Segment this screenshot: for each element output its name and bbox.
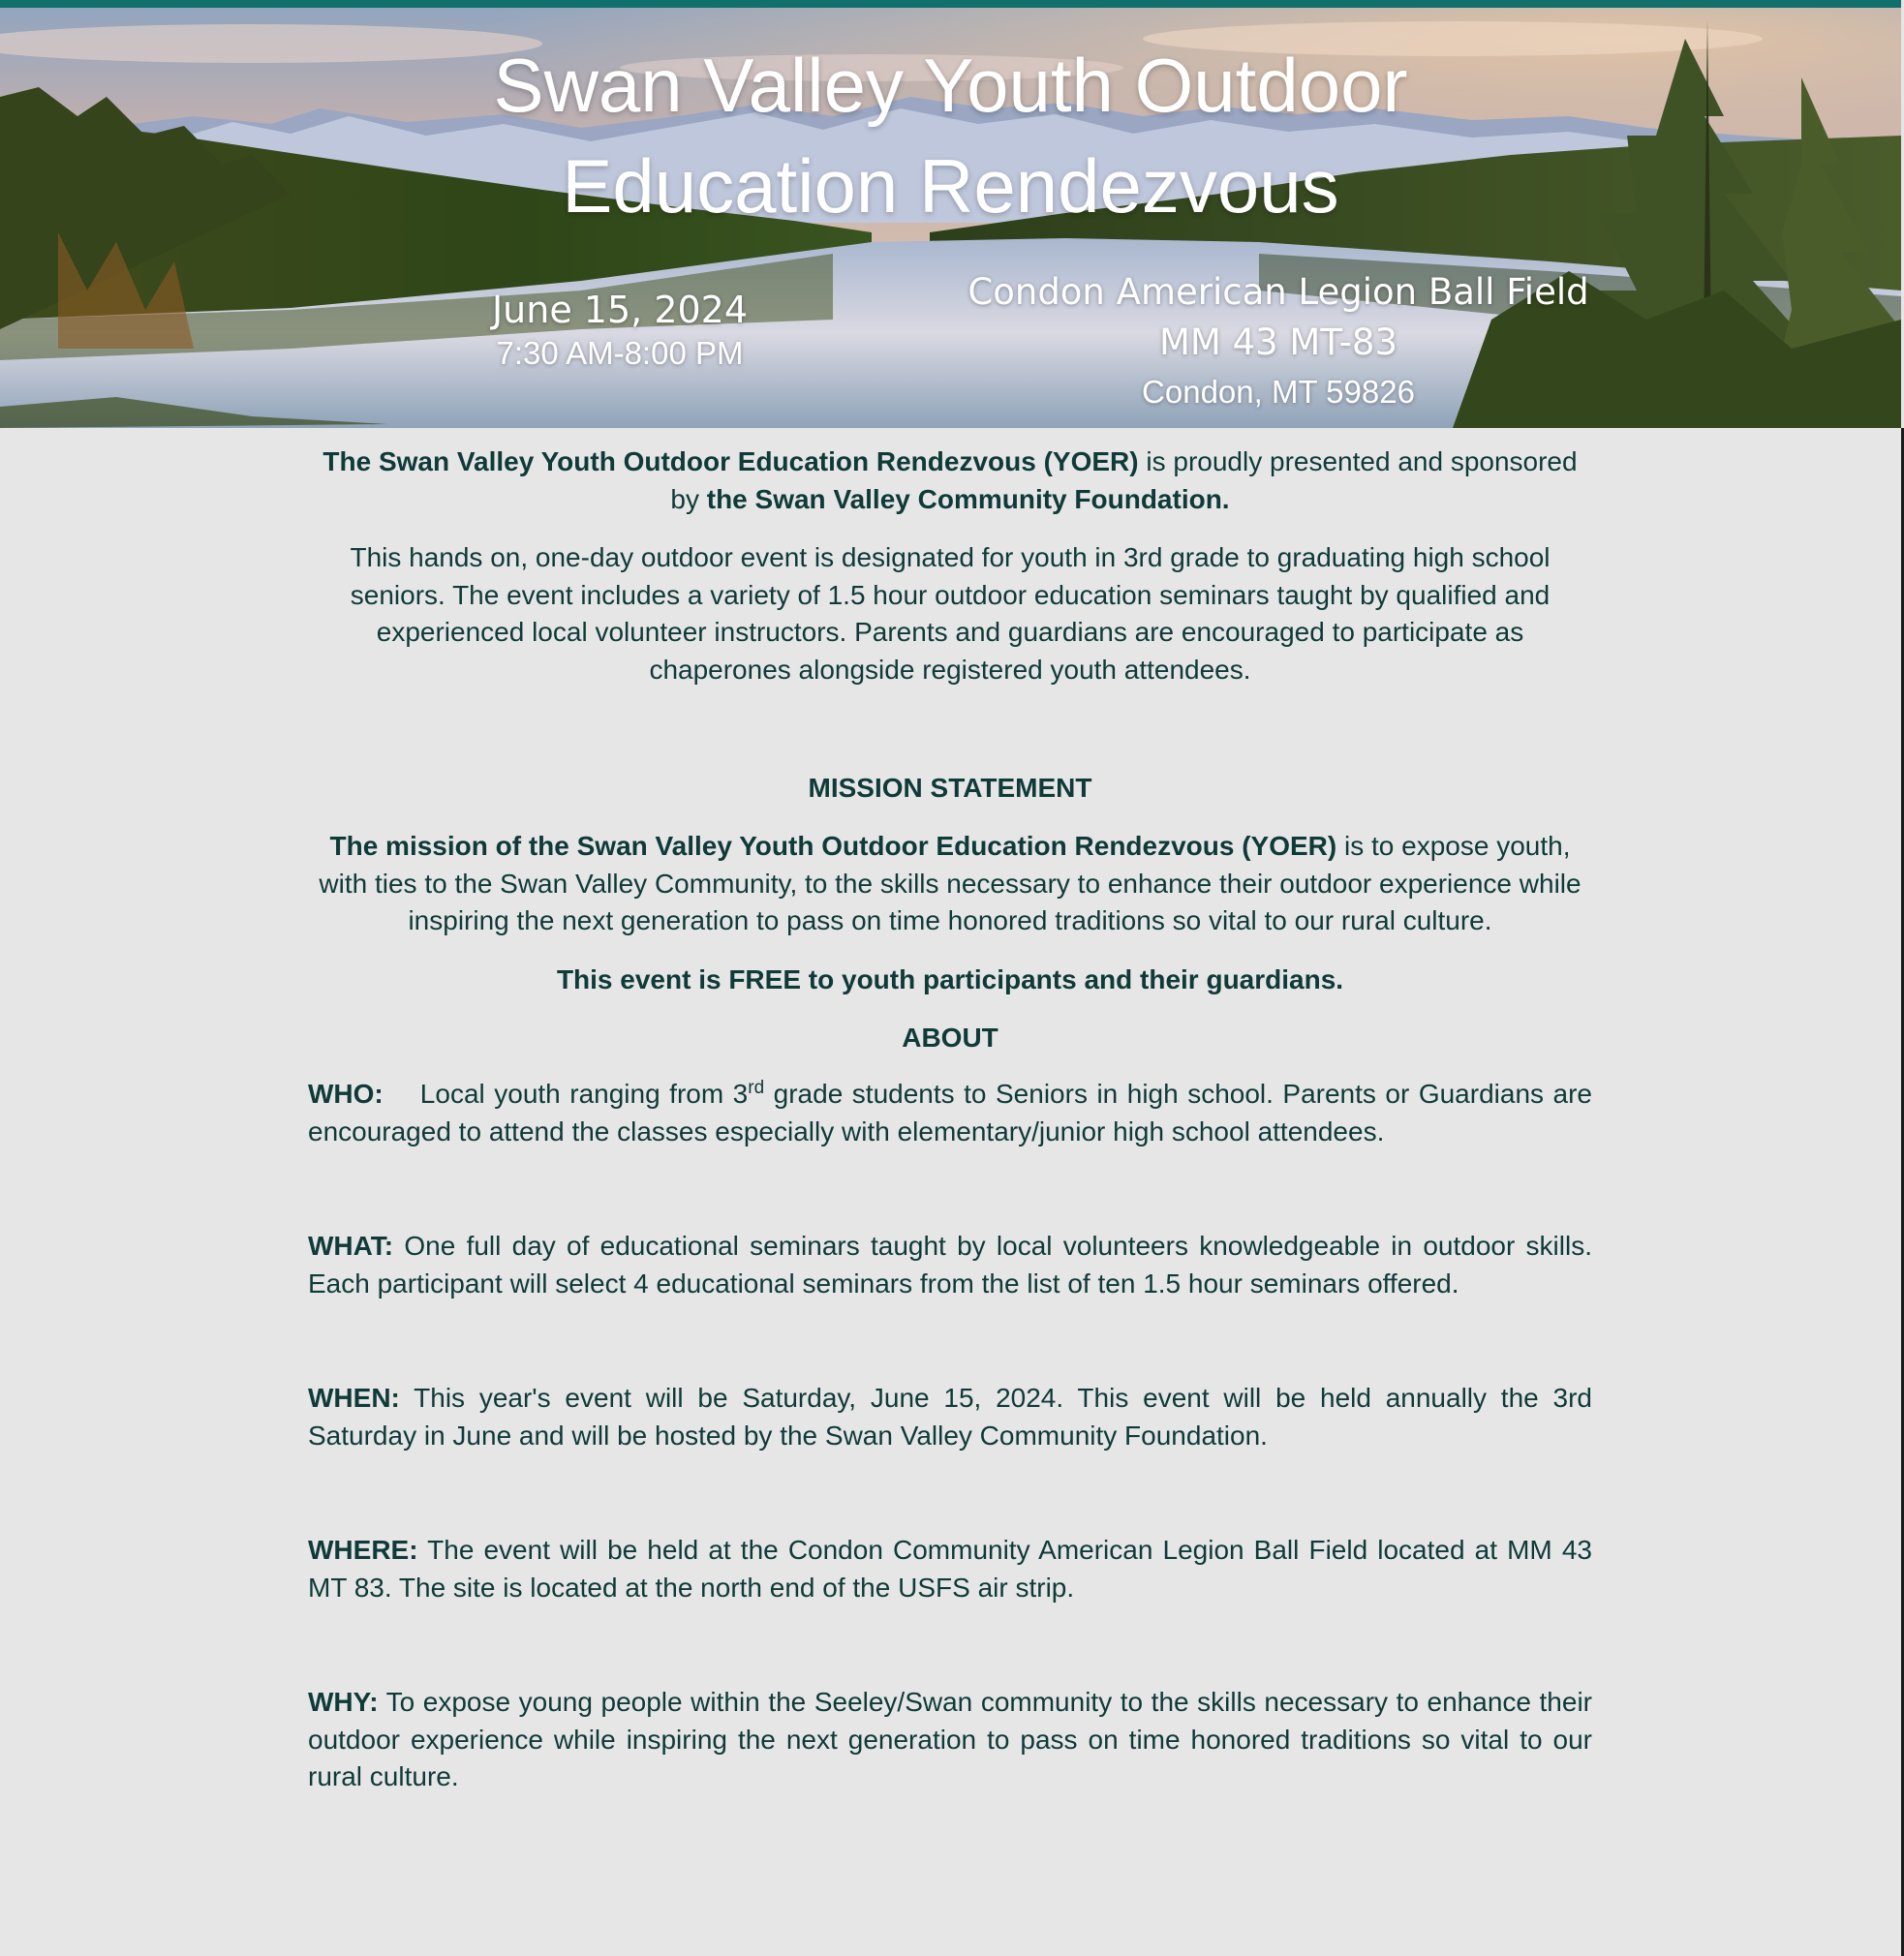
who-ordinal-sup: rd [748,1078,765,1098]
about-why-paragraph [308,1684,1592,1796]
event-mile-marker: MM 43 MT-83 [1158,321,1397,363]
yoer-name-bold: The Swan Valley Youth Outdoor Education Rendezvous (YOER) [322,446,1139,476]
who-text-a: Local youth ranging from 3 [383,1079,749,1109]
sponsor-name-bold: the Swan Valley Community Foundation. [706,483,1230,514]
main-content [308,443,1592,1796]
mission-lead-bold: The mission of the Swan Valley Youth Outdoor Education Rendezvous (YOER) [329,831,1337,861]
who-label: WHO: [308,1079,384,1109]
about-when-paragraph [308,1380,1592,1454]
what-text: One full day of educational seminars taught by local volunteers knowledgeable in outdoor skills. Each participant will select 4 educational seminars from the list of ten 1.5 hour seminars offered. [308,1231,1592,1299]
hero-title-line-1: Swan Valley Youth Outdoor [493,43,1408,128]
who-text-b: grade students to Seniors in high school. Parents or Guardians are encouraged to attend the classes especially with elementary/junior high school attendees. [308,1079,1592,1146]
intro-sponsor-text: is proudly presented and sponsored by [670,446,1578,514]
event-location-block [930,267,1627,416]
event-date-block [426,287,814,374]
mission-statement-heading: MISSION STATEMENT [808,773,1092,803]
mission-statement-paragraph [308,828,1592,940]
where-text: The event will be held at the Condon Community American Legion Ball Field located at MM 43 MT 83. The site is located at the north end of the USFS air strip. [308,1535,1592,1603]
hero-top-bar [0,0,1901,8]
event-venue: Condon American Legion Ball Field [967,271,1589,313]
why-text: To expose young people within the Seeley/Swan community to the skills necessary to enhance their outdoor experience while inspiring the next generation to pass on time honored traditions so vital to our rural culture. [308,1687,1592,1791]
event-date: June 15, 2024 [491,289,749,331]
where-label: WHERE: [308,1535,418,1565]
when-text: This year's event will be Saturday, June 15, 2024. This event will be held annually the 3rd Saturday in June and will be hosted by the Swan Valley Community Foundation. [308,1383,1592,1451]
event-city: Condon, MT 59826 [1142,374,1415,410]
mission-text: is to expose youth, with ties to the Swan Valley Community, to the skills necessary to enhance their outdoor experience while inspiring the next generation to pass on time honored traditions so vital to our rural culture. [319,831,1582,935]
about-heading: ABOUT [902,1023,998,1053]
hero-title-line-2: Education Rendezvous [562,143,1339,229]
what-label: WHAT: [308,1231,394,1261]
intro-description-paragraph: This hands on, one-day outdoor event is designated for youth in 3rd grade to graduating high school seniors. The event includes a variety of 1.5 hour outdoor education seminars taught by qualified and experienced local volunteer instructors. Parents and guardians are encouraged to participate as chaperones alongside registered youth attendees. [350,542,1551,685]
intro-sponsor-paragraph [308,443,1592,518]
why-label: WHY: [308,1687,379,1717]
hero-banner [0,0,1901,428]
when-label: WHEN: [308,1383,400,1413]
free-event-note: This event is FREE to youth participants and their guardians. [556,963,1344,994]
hero-title [0,35,1901,236]
event-time: 7:30 AM-8:00 PM [496,335,744,371]
about-what-paragraph [308,1228,1592,1302]
about-where-paragraph [308,1532,1592,1606]
about-who-paragraph [308,1076,1592,1150]
